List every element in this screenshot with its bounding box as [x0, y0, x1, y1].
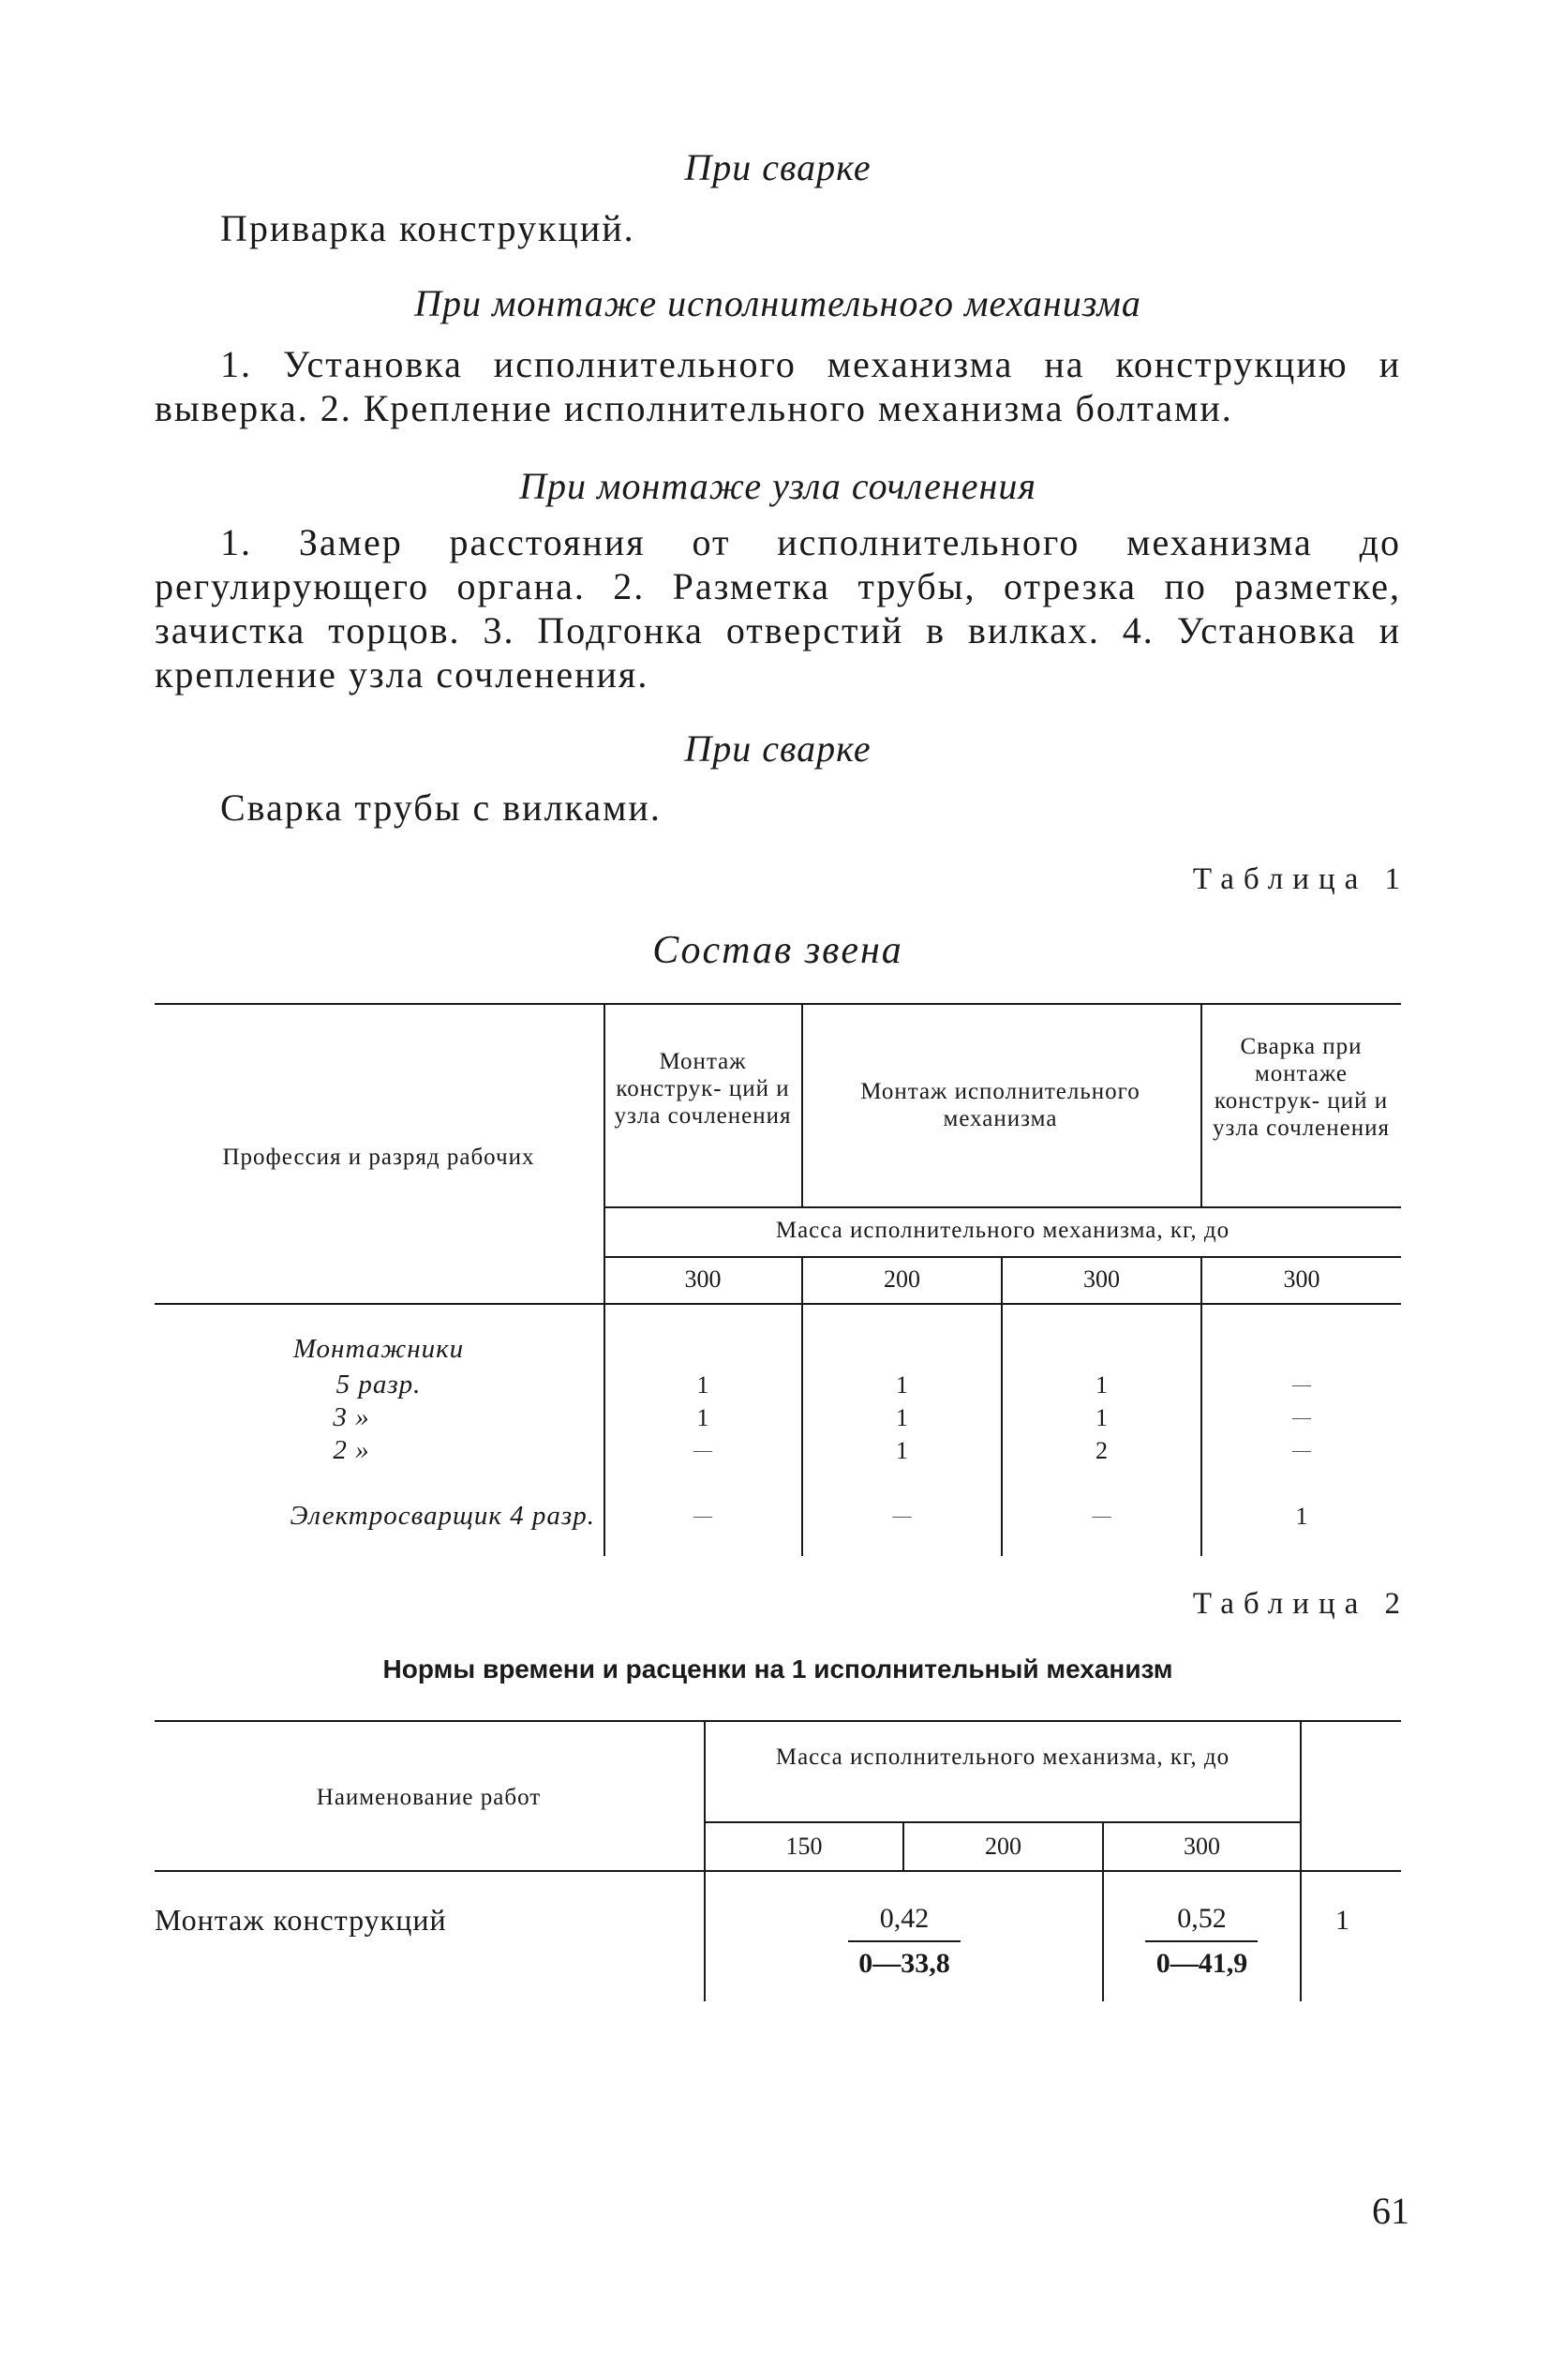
table2-mass-col2: 200	[985, 1833, 1021, 1860]
table1-cell: 1	[1095, 1371, 1108, 1399]
table1-cell: —	[892, 1505, 912, 1526]
heading-joint-mount: При монтаже узла сочленения	[519, 465, 1036, 507]
table1-row-welder: Электросварщик 4 разр.	[290, 1501, 595, 1531]
table1-mass-col4: 300	[1283, 1265, 1320, 1293]
table2-fraction-bar	[848, 1940, 961, 1942]
table1-cell: 1	[1095, 1404, 1108, 1431]
table2-fraction-bar	[1145, 1940, 1258, 1942]
table1-cell: 1	[1295, 1503, 1308, 1530]
table1-mass-col3: 300	[1083, 1265, 1120, 1293]
table1-header-profession: Профессия и разряд рабочих	[222, 1145, 535, 1170]
table1-row-3: 3 »	[333, 1402, 370, 1432]
table1-title: Состав звена	[652, 929, 903, 972]
table1-cell: 2	[1095, 1437, 1108, 1464]
heading-welding-2: При сварке	[684, 727, 872, 770]
table2-mass-col3: 300	[1184, 1833, 1220, 1860]
paragraph-welding-2: Сварка трубы с вилками.	[220, 786, 662, 829]
table2-mass-col1: 150	[785, 1833, 823, 1860]
table2-header-mass: Масса исполнительного механизма, кг, до	[775, 1744, 1230, 1770]
table1-cell: 1	[896, 1404, 908, 1431]
table1-cell: —	[1292, 1407, 1311, 1428]
table1-mass-col2: 200	[884, 1265, 920, 1293]
table1-row-group: Монтажники	[292, 1334, 465, 1364]
table1-cell: 1	[696, 1404, 709, 1431]
table2-label: Таблица 2	[1192, 1587, 1409, 1621]
table1-header-mechanism: Монтаж исполнительного механизма	[860, 1079, 1140, 1131]
table1-cell: —	[1292, 1440, 1311, 1460]
table1-cell: —	[1092, 1505, 1111, 1526]
table2-row-number: 1	[1335, 1905, 1349, 1936]
table1-header-structures: Монтаж конструк- ций и узла сочленения	[614, 1049, 792, 1129]
table2-rate-value: 0—41,9	[1155, 1948, 1248, 1979]
table1-label: Таблица 1	[1192, 862, 1409, 896]
table2-row-name: Монтаж конструкций	[155, 1903, 447, 1937]
paragraph-welding-1: Приварка конструкций.	[220, 207, 635, 249]
paragraph-mechanism-mount: 1. Установка исполнительного механизма на конструкцию и выверка. 2. Крепление исполнительного механизма болтами.	[155, 343, 1401, 429]
table1-cell: —	[1292, 1374, 1311, 1395]
table1-header-mass: Масса исполнительного механизма, кг, до	[775, 1218, 1230, 1243]
table2-header-name: Наименование работ	[316, 1785, 542, 1810]
table1-mass-col1: 300	[684, 1265, 722, 1293]
page-number: 61	[1372, 2190, 1409, 2232]
heading-mechanism-mount: При монтаже исполнительного механизма	[414, 282, 1141, 324]
table1-cell: —	[693, 1505, 712, 1526]
table2-rate-value: 0—33,8	[858, 1948, 950, 1979]
paragraph-joint-mount: 1. Замер расстояния от исполнительного механизма до регулирующего органа. 2. Разметка трубы, отрезка по разметке, зачистка торцов. 3. Подгонка отверстий в вилках. 4. Установка и крепление узла сочленения.	[155, 521, 1401, 696]
table2-norm-value: 0,42	[879, 1903, 930, 1934]
table1-row-2: 2 »	[333, 1435, 370, 1465]
heading-welding-1: При сварке	[684, 146, 872, 188]
table2-norm-value: 0,52	[1177, 1903, 1227, 1934]
table1-cell: —	[693, 1440, 712, 1460]
table1-cell: 1	[896, 1437, 908, 1464]
table1-row-5: 5 разр.	[335, 1370, 422, 1400]
table1-cell: 1	[696, 1371, 709, 1399]
table1-cell: 1	[896, 1371, 908, 1399]
table1-header-welding: Сварка при монтаже конструк- ций и узла сочленения	[1212, 1034, 1391, 1141]
table2-title: Нормы времени и расценки на 1 исполнительный механизм	[382, 1654, 1173, 1684]
